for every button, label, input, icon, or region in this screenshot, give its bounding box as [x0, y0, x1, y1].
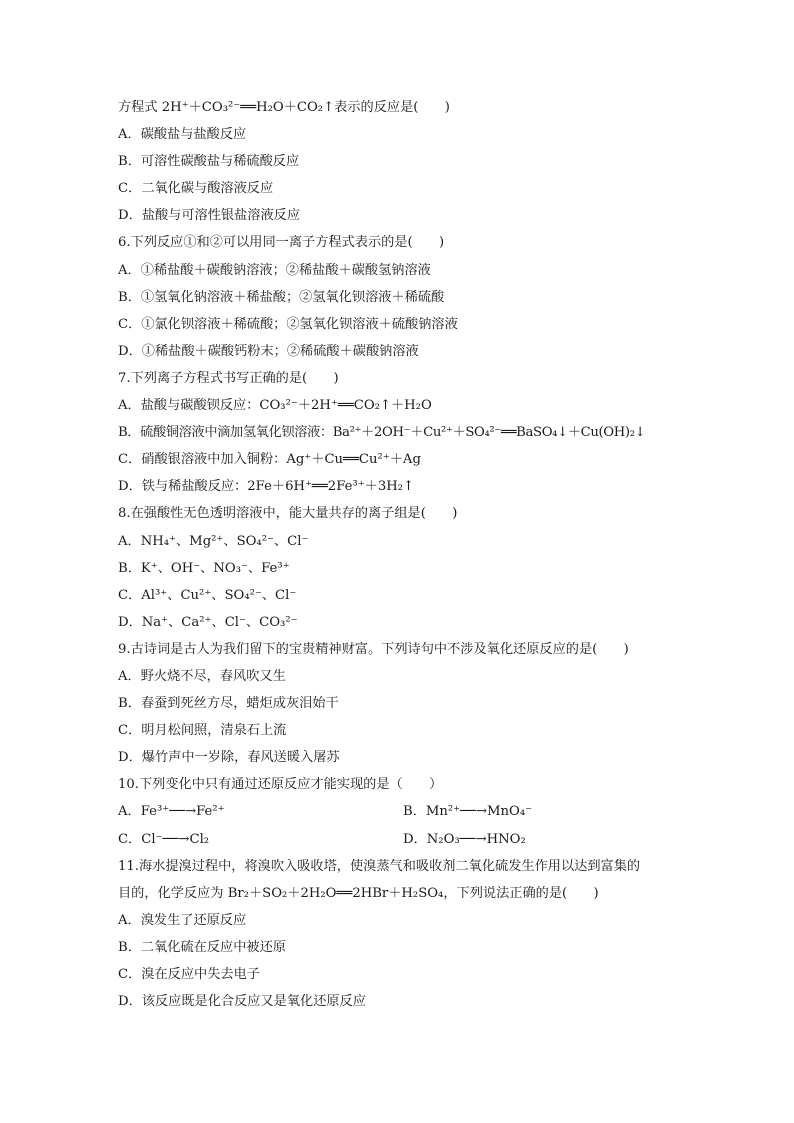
option-line: C．明月松间照，清泉石上流 [118, 723, 287, 739]
option-line: A．Fe³⁺──→Fe²⁺ [118, 804, 225, 820]
question-stem: 目的，化学反应为 Br₂＋SO₂＋2H₂O══2HBr＋H₂SO₄，下列说法正确的是( ) [118, 885, 599, 901]
option-line: A．NH₄⁺、Mg²⁺、SO₄²⁻、Cl⁻ [118, 533, 309, 549]
option-line: A．碳酸盐与盐酸反应 [118, 127, 247, 143]
option-line: B．硫酸铜溶液中滴加氢氧化钡溶液：Ba²⁺＋2OH⁻＋Cu²⁺＋SO₄²⁻══BaSO₄↓＋Cu(OH)₂↓ [118, 425, 646, 441]
option-line: B．K⁺、OH⁻、NO₃⁻、Fe³⁺ [118, 560, 290, 576]
option-line: D．N₂O₃──→HNO₂ [403, 831, 526, 847]
option-line: C．Cl⁻──→Cl₂ [118, 831, 210, 847]
option-row [118, 826, 688, 853]
option-line: C．硝酸银溶液中加入铜粉：Ag⁺＋Cu══Cu²⁺＋Ag [118, 452, 421, 468]
question-stem: 6.下列反应①和②可以用同一离子方程式表示的是( ) [118, 235, 445, 251]
question-stem: 8.在强酸性无色透明溶液中，能大量共存的离子组是( ) [118, 506, 458, 522]
question-stem: 9.古诗词是古人为我们留下的宝贵精神财富。下列诗句中不涉及氧化还原反应的是( ) [118, 641, 629, 657]
option-line: D．①稀盐酸＋碳酸钙粉末；②稀硫酸＋碳酸钠溶液 [118, 343, 419, 359]
question-stem: 10.下列变化中只有通过还原反应才能实现的是（ ） [118, 777, 443, 793]
question-content [118, 94, 688, 1015]
option-line: D．爆竹声中一岁除，春风送暖入屠苏 [118, 750, 340, 766]
option-line: A．盐酸与碳酸钡反应：CO₃²⁻＋2H⁺══CO₂↑＋H₂O [118, 398, 432, 414]
question-stem: 11.海水提溴过程中，将溴吹入吸收塔，使溴蒸气和吸收剂二氧化硫发生作用以达到富集的 [118, 858, 641, 874]
option-line: A．①稀盐酸＋碳酸钠溶液；②稀盐酸＋碳酸氢钠溶液 [118, 262, 431, 278]
option-line: B．春蚕到死丝方尽，蜡炬成灰泪始干 [118, 696, 339, 712]
option-line: A．野火烧不尽，春风吹又生 [118, 668, 286, 684]
option-line: C．①氯化钡溶液＋稀硫酸；②氢氧化钡溶液＋硫酸钠溶液 [118, 316, 458, 332]
option-line: D．Na⁺、Ca²⁺、Cl⁻、CO₃²⁻ [118, 614, 298, 630]
option-line: D．该反应既是化合反应又是氧化还原反应 [118, 994, 366, 1010]
option-line: C．Al³⁺、Cu²⁺、SO₄²⁻、Cl⁻ [118, 587, 297, 603]
option-row [118, 798, 688, 825]
option-line: B．Mn²⁺──→MnO₄⁻ [403, 804, 533, 820]
option-line: C．溴在反应中失去电子 [118, 967, 260, 982]
option-line: C．二氧化碳与酸溶液反应 [118, 181, 274, 197]
option-line: D．盐酸与可溶性银盐溶液反应 [118, 208, 301, 224]
question-stem: 7.下列离子方程式书写正确的是( ) [118, 370, 339, 386]
option-line: B．可溶性碳酸盐与稀硫酸反应 [118, 154, 300, 170]
option-line: B．二氧化硫在反应中被还原 [118, 939, 286, 955]
option-line: D．铁与稀盐酸反应：2Fe＋6H⁺══2Fe³⁺＋3H₂↑ [118, 479, 415, 495]
option-line: B．①氢氧化钠溶液＋稀盐酸；②氢氧化钡溶液＋稀硫酸 [118, 289, 445, 305]
option-line: A．溴发生了还原反应 [118, 912, 247, 928]
text-line: 方程式 2H⁺＋CO₃²⁻══H₂O＋CO₂↑表示的反应是( ) [118, 100, 450, 115]
